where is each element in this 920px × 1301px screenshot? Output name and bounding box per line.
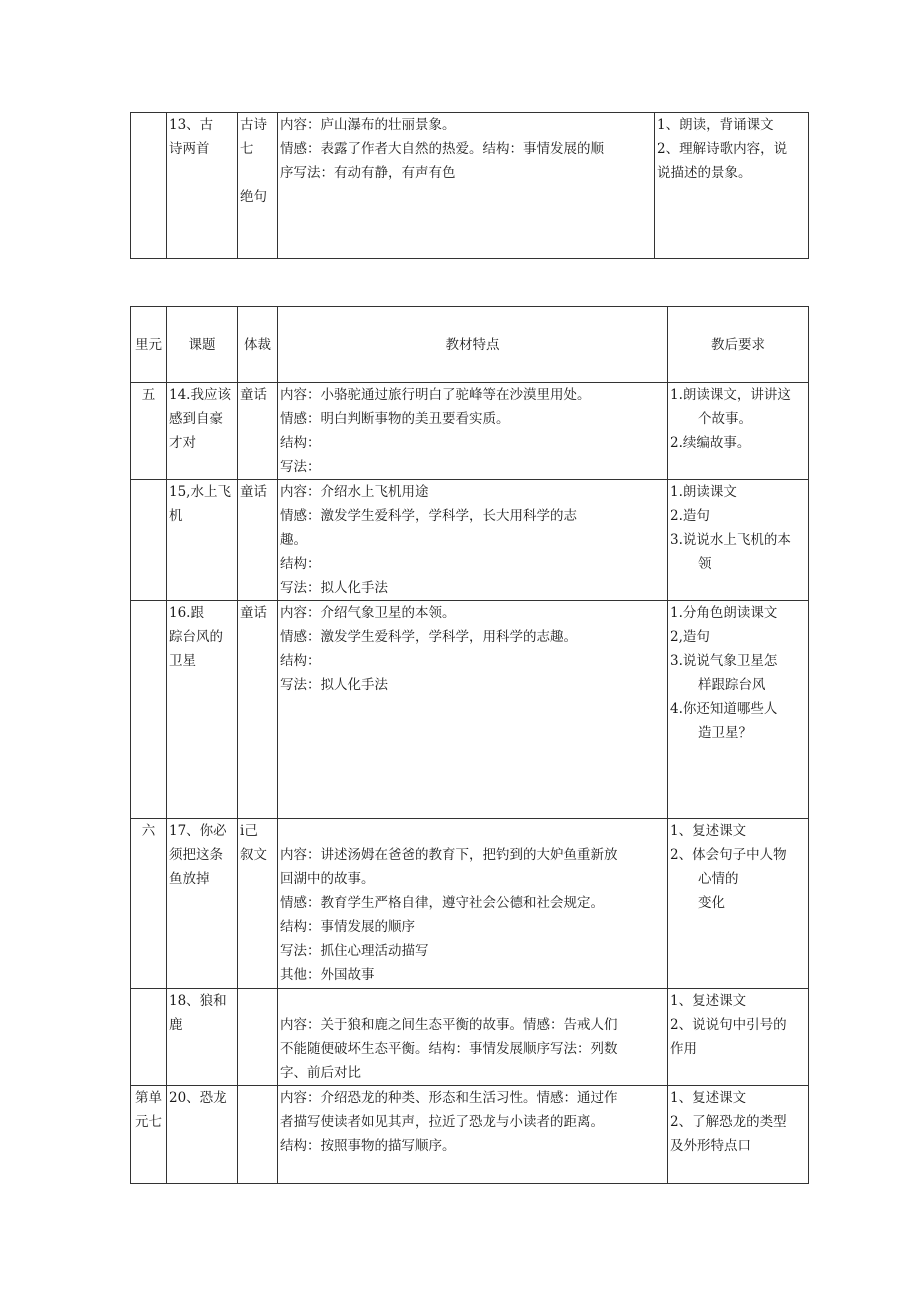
requirement-line: 1.朗读课文，讲讲这 <box>670 387 791 403</box>
feature-line: 其他：外国故事 <box>280 967 375 983</box>
unit-cell: 五 <box>131 383 167 480</box>
lesson-title-line: 才对 <box>169 435 196 451</box>
requirement-line: 作用 <box>670 1041 697 1057</box>
features-cell <box>278 819 668 989</box>
table-row <box>131 601 809 819</box>
feature-line: 情感：激发学生爱科学，学科学，长大用科学的志 <box>280 508 577 524</box>
genre-line: 古诗 <box>240 117 267 133</box>
lesson-table-main <box>130 306 809 1184</box>
header-features: 教材特点 <box>278 307 668 383</box>
features-cell <box>278 1086 668 1184</box>
feature-line: 内容：介绍恐龙的种类、形态和生活习性。情感：通过作 <box>280 1090 618 1106</box>
requirement-line: 1.朗读课文 <box>670 484 737 500</box>
header-title: 课题 <box>167 307 238 383</box>
genre-line: 叙文 <box>240 847 267 863</box>
feature-line: 内容：关于狼和鹿之间生态平衡的故事。情感：告戒人们 <box>280 1017 618 1033</box>
table-row <box>131 819 809 989</box>
table-row <box>131 383 809 480</box>
lesson-title-line: 诗两首 <box>169 141 210 157</box>
table-row <box>131 989 809 1086</box>
feature-line: 情感：表露了作者大自然的热爱。结构：事情发展的顺 <box>280 141 604 157</box>
feature-line: 写法：拟人化手法 <box>280 580 388 596</box>
lesson-title-cell <box>167 480 238 601</box>
genre-cell <box>238 1086 278 1184</box>
features-cell <box>278 113 655 259</box>
genre-line: i己 <box>240 823 258 839</box>
lesson-title-line: 感到自豪 <box>169 411 223 427</box>
feature-line: 情感：激发学生爱科学，学科学，用科学的志趣。 <box>280 629 577 645</box>
unit-cell <box>131 601 167 819</box>
requirement-line: 1.分角色朗读课文 <box>670 605 778 621</box>
feature-line: 内容：介绍水上飞机用途 <box>280 484 429 500</box>
lesson-title-cell <box>167 383 238 480</box>
feature-line: 结构： <box>280 435 321 451</box>
lesson-title-line: 鹿 <box>169 1017 183 1033</box>
genre-cell <box>238 819 278 989</box>
requirement-line: 及外形特点口 <box>670 1138 751 1154</box>
requirement-line: 样跟踪台风 <box>698 677 766 693</box>
requirement-line: 1、复述课文 <box>670 823 747 839</box>
header-requirements: 教后要求 <box>668 307 809 383</box>
feature-line: 结构：按照事物的描写顺序。 <box>280 1138 456 1154</box>
features-cell <box>278 601 668 819</box>
lesson-title-line: 14.我应该 <box>169 387 231 403</box>
feature-line: 趣。 <box>280 532 307 548</box>
feature-line: 写法：拟人化手法 <box>280 677 388 693</box>
feature-line: 写法： <box>280 459 321 475</box>
lesson-title-line: 13、古 <box>169 117 214 133</box>
unit-cell <box>131 1086 167 1184</box>
unit-cell <box>131 113 167 259</box>
feature-line: 回湖中的故事。 <box>280 871 375 887</box>
features-cell <box>278 989 668 1086</box>
genre-line: 七 <box>240 141 254 157</box>
requirement-line: 3.说说水上飞机的本 <box>670 532 791 548</box>
requirement-line: 2.续编故事。 <box>670 435 751 451</box>
feature-line: 内容：小骆驼通过旅行明白了驼峰等在沙漠里用处。 <box>280 387 591 403</box>
feature-line: 情感：教育学生严格自律，遵守社会公德和社会规定。 <box>280 895 604 911</box>
lesson-title-cell <box>167 113 238 259</box>
requirement-line: 2、了解恐龙的类型 <box>670 1114 787 1130</box>
genre-line <box>240 161 275 185</box>
lesson-title-cell <box>167 989 238 1086</box>
requirements-cell <box>668 601 809 819</box>
feature-line: 结构： <box>280 556 321 572</box>
lesson-title-line: 踪台风的 <box>169 629 223 645</box>
requirement-line: 变化 <box>698 895 725 911</box>
genre-line: 绝句 <box>240 189 267 205</box>
lesson-title-cell <box>167 601 238 819</box>
header-unit: 里元 <box>131 307 167 383</box>
lesson-title-line: 16.跟 <box>169 605 204 621</box>
genre-cell <box>238 989 278 1086</box>
genre-cell: 童话 <box>238 601 278 819</box>
feature-line: 者描写使读者如见其声，拉近了恐龙与小读者的距离。 <box>280 1114 604 1130</box>
feature-line: 内容：介绍气象卫星的本领。 <box>280 605 456 621</box>
requirement-line: 个故事。 <box>698 411 752 427</box>
feature-line: 情感：明白判断事物的美丑要看实质。 <box>280 411 510 427</box>
feature-line: 不能随便破坏生态平衡。结构：事情发展顺序写法：列数 <box>280 1041 618 1057</box>
features-cell <box>278 480 668 601</box>
requirements-cell <box>668 1086 809 1184</box>
header-genre: 体裁 <box>238 307 278 383</box>
feature-line: 内容：讲述汤姆在爸爸的教育下，把钓到的大妒鱼重新放 <box>280 847 618 863</box>
feature-line: 结构： <box>280 653 321 669</box>
unit-line: 第单 <box>135 1090 162 1106</box>
requirements-cell <box>655 113 809 259</box>
genre-cell: 童话 <box>238 480 278 601</box>
requirement-line: 造卫星？ <box>698 725 752 741</box>
unit-cell: 六 <box>131 819 167 989</box>
unit-line: 元七 <box>135 1114 162 1130</box>
lesson-table-top <box>130 112 809 259</box>
lesson-title-line: 15,水上飞 <box>169 484 231 500</box>
table-header-row <box>131 307 809 383</box>
unit-cell <box>131 480 167 601</box>
requirement-line: 1、复述课文 <box>670 1090 747 1106</box>
requirement-line: 1、复述课文 <box>670 993 747 1009</box>
requirements-cell <box>668 819 809 989</box>
lesson-title-line: 18、狼和 <box>169 993 227 1009</box>
genre-cell <box>238 113 278 259</box>
table-row <box>131 113 809 259</box>
requirements-cell <box>668 989 809 1086</box>
feature-line: 序写法：有动有静，有声有色 <box>280 165 456 181</box>
feature-line: 写法：抓住心理活动描写 <box>280 943 429 959</box>
lesson-title-cell <box>167 819 238 989</box>
lesson-title-line: 17、你必 <box>169 823 227 839</box>
lesson-title-line: 机 <box>169 508 183 524</box>
lesson-title-line: 20、恐龙 <box>169 1090 227 1106</box>
feature-line: 内容：庐山瀑布的壮丽景象。 <box>280 117 456 133</box>
requirement-line: 1、朗读，背诵课文 <box>657 117 774 133</box>
requirement-line: 2、理解诗歌内容，说 <box>657 141 788 157</box>
lesson-title-line: 鱼放掉 <box>169 871 210 887</box>
requirement-line: 3.说说气象卫星怎 <box>670 653 778 669</box>
requirement-line: 领 <box>698 556 712 572</box>
requirement-line: 说描述的景象。 <box>657 165 752 181</box>
lesson-title-line: 卫星 <box>169 653 196 669</box>
requirements-cell <box>668 480 809 601</box>
requirement-line: 2、体会句子中人物 <box>670 847 787 863</box>
table-row <box>131 1086 809 1184</box>
requirement-line: 2、说说句中引号的 <box>670 1017 787 1033</box>
requirement-line: 2.造句 <box>670 508 710 524</box>
genre-cell: 童话 <box>238 383 278 480</box>
table-row <box>131 480 809 601</box>
feature-line: 字、前后对比 <box>280 1065 361 1081</box>
requirement-line: 4.你还知道哪些人 <box>670 701 778 717</box>
requirement-line: 2,造句 <box>670 629 710 645</box>
lesson-title-line: 须把这条 <box>169 847 223 863</box>
lesson-title-cell <box>167 1086 238 1184</box>
requirements-cell <box>668 383 809 480</box>
requirement-line: 心情的 <box>698 871 739 887</box>
feature-line: 结构：事情发展的顺序 <box>280 919 415 935</box>
features-cell <box>278 383 668 480</box>
unit-cell <box>131 989 167 1086</box>
